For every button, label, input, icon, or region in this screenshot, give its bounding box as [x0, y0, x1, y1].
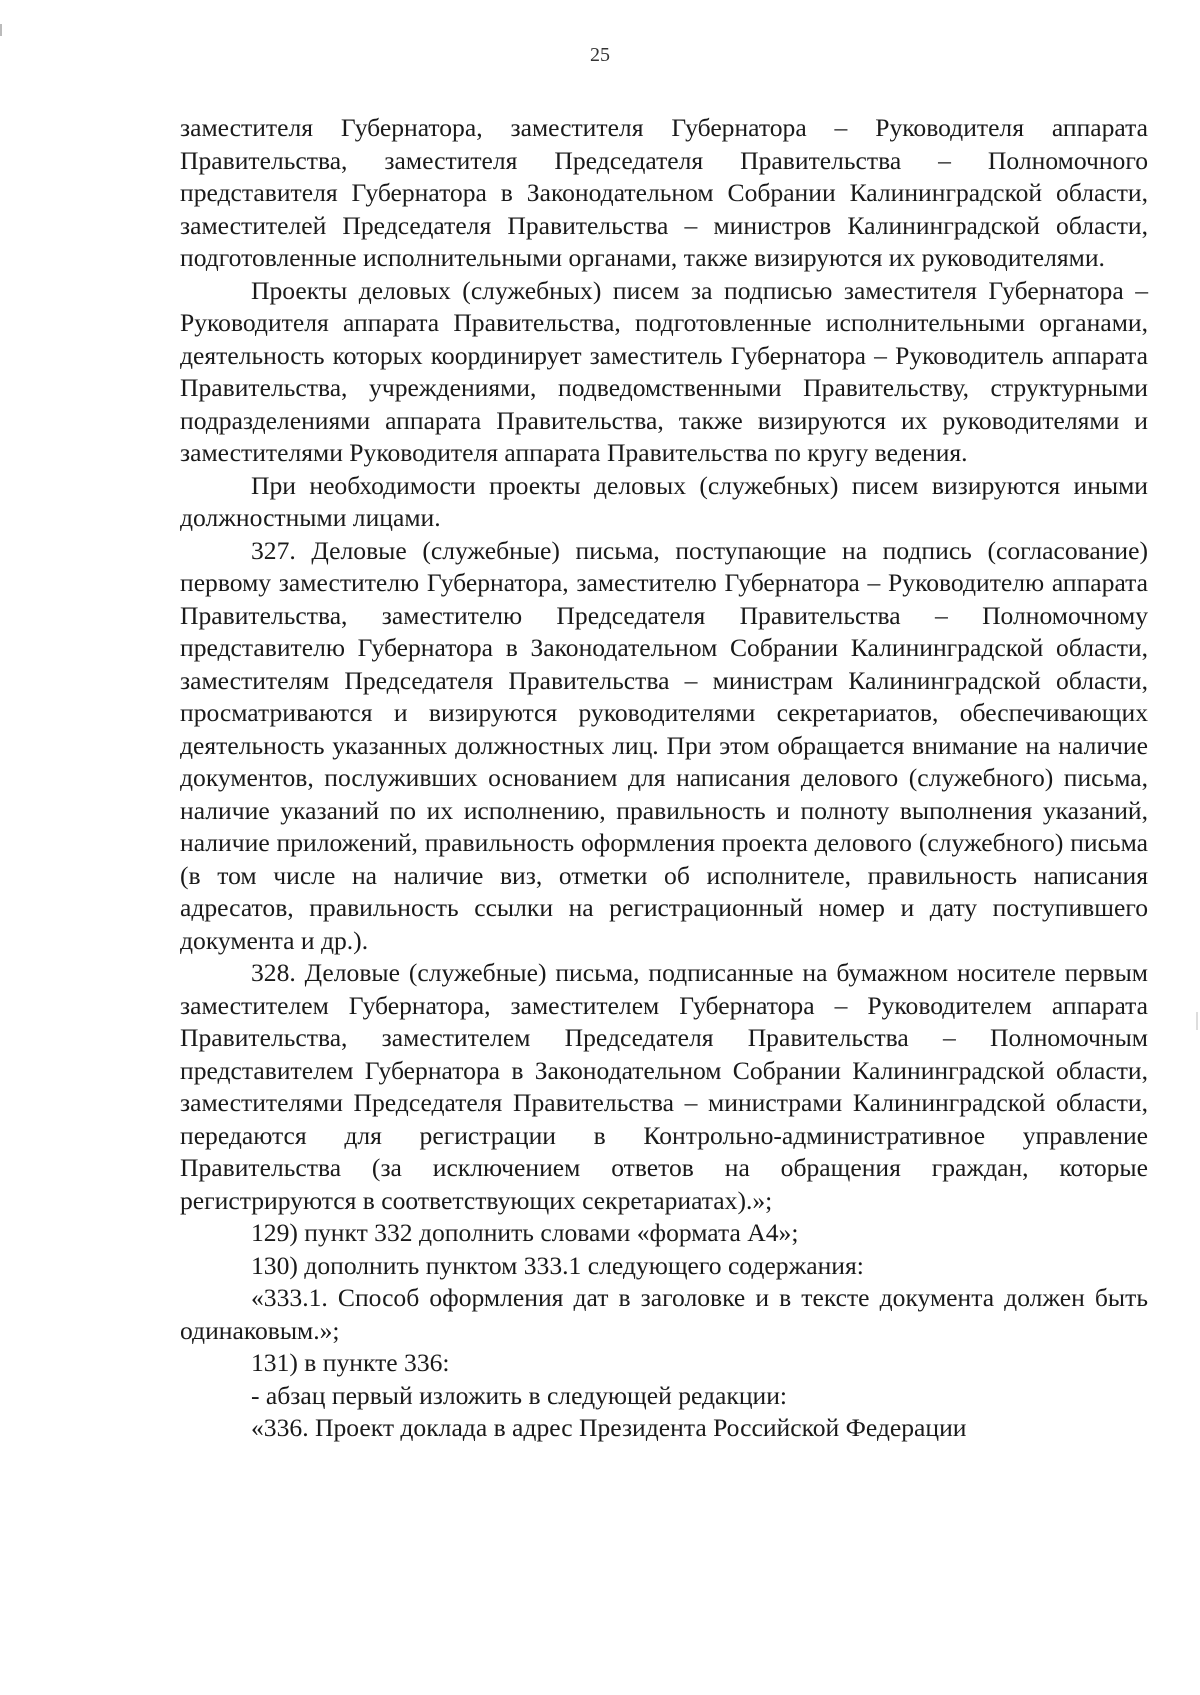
document-body — [180, 112, 1148, 1445]
scan-edge-mark — [0, 24, 2, 36]
paragraph-item-131: 131) в пункте 336: — [251, 1348, 450, 1377]
paragraph-item-130: 130) дополнить пунктом 333.1 следующего содержания: — [251, 1250, 864, 1280]
paragraph-continuation: заместителя Губернатора, заместителя Губернатора – Руководителя аппарата Правительства, заместителя Председателя Правительства – Полномочного представителя Губернатора в Законодательном Собрании Калининградской области, заместителей Председателя Правительства – министров Калининградской области, подготовленные исполнительными органами, также визируются их руководителями. — [180, 113, 1148, 272]
paragraph-business-letters-projects: Проекты деловых (служебных) писем за подписью заместителя Губернатора – Руководителя аппарата Правительства, подготовленные исполнительными органами, деятельность которых координирует заместитель Губернатора – Руководитель аппарата Правительства, учреждениями, подведомственными Правительству, структурными подразделениями аппарата Правительства, также визируются их руководителями и заместителями Руководителя аппарата Правительства по кругу ведения. — [180, 275, 1148, 467]
paragraph-327: 327. Деловые (служебные) письма, поступающие на подпись (согласование) первому заместителю Губернатора, заместителю Губернатора – Руководителю аппарата Правительства, заместителю Председателя Правительства – Полномочному представителю Губернатора в Законодательном Собрании Калининградской области, заместителям Председателя Правительства – министрам Калининградской области, просматриваются и визируются руководителями секретариатов, обеспечивающих деятельность указанных должностных лиц. При этом обращается внимание на наличие документов, послуживших основанием для написания делового (служебного) письма, наличие указаний по их исполнению, правильность и полноту выполнения указаний, наличие приложений, правильность оформления проекта делового (служебного) письма (в том числе на наличие виз, отметки об исполнителе, правильность написания адресатов, правильность ссылки на регистрационный номер и дату поступившего документа и др.). — [180, 535, 1148, 955]
paragraph-item-129: 129) пункт 332 дополнить словами «формата А4»; — [251, 1218, 799, 1247]
paragraph-333-1: «333.1. Способ оформления дат в заголовке и в тексте документа должен быть одинаковым.»; — [180, 1283, 1148, 1345]
paragraph-336: «336. Проект доклада в адрес Президента Российской Федерации — [251, 1413, 967, 1442]
paragraph-328: 328. Деловые (служебные) письма, подписанные на бумажном носителе первым заместителем Губернатора, заместителем Губернатора – Руководителем аппарата Правительства, заместителем Председателя Правительства – Полномочным представителем Губернатора в Законодательном Собрании Калининградской области, заместителями Председателя Правительства – министрами Калининградской области, передаются для регистрации в Контрольно-административное управление Правительства (за исключением ответов на обращения граждан, которые регистрируются в соответствующих секретариатах).»; — [180, 958, 1148, 1215]
paragraph-item-131-a: - абзац первый изложить в следующей редакции: — [251, 1380, 788, 1410]
page-number: 25 — [590, 44, 610, 66]
paragraph-other-officials: При необходимости проекты деловых (служебных) писем визируются иными должностными лицами. — [180, 470, 1148, 532]
scan-edge-mark-right — [1196, 1012, 1198, 1030]
